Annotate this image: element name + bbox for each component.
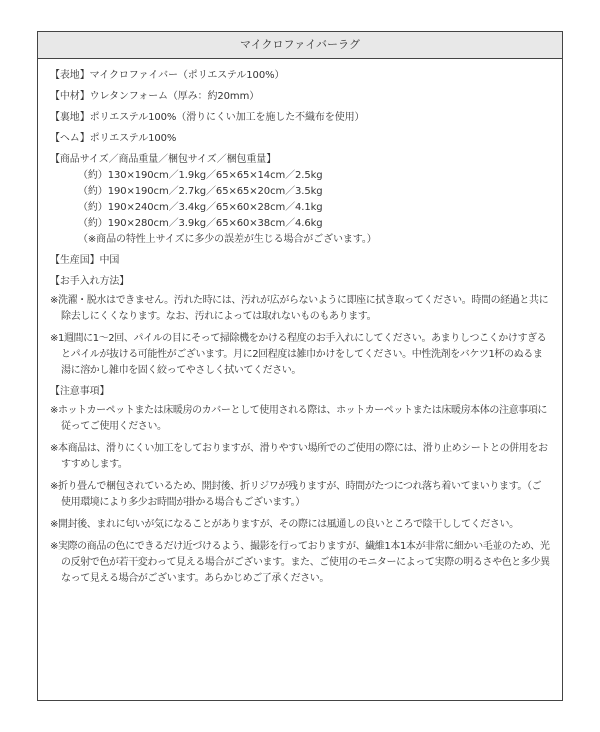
size-row: （約）130×190cm／1.9kg／65×65×14cm／2.5kg xyxy=(78,170,323,181)
size-row: （約）190×240cm／3.4kg／65×60×28cm／4.1kg xyxy=(78,202,323,213)
size-note: （※商品の特性上サイズに多少の誤差が生じる場合がございます。） xyxy=(78,234,377,245)
product-specs xyxy=(38,59,562,587)
spec-backing: 【裏地】ポリエステル100%（滑りにくい加工を施した不織布を使用） xyxy=(50,112,365,123)
spec-hem: 【ヘム】ポリエステル100% xyxy=(50,133,177,144)
size-list xyxy=(50,168,550,248)
caution-note: ※実際の商品の色にできるだけ近づけるよう、撮影を行っておりますが、繊維1本1本が非常に細かい毛並のため、光の反射で色が若干変わって見える場合がございます。また、ご使用のモニターによって実際の明るさや色と多少異なって見える場合がございます。あらかじめご了承ください。 xyxy=(50,541,550,584)
cautions-heading: 【注意事項】 xyxy=(50,386,110,397)
size-row: （約）190×280cm／3.9kg／65×60×38cm／4.6kg xyxy=(78,218,323,229)
product-info-box xyxy=(37,31,563,701)
care-heading: 【お手入れ方法】 xyxy=(50,276,130,287)
caution-notes xyxy=(50,403,550,587)
size-row: （約）190×190cm／2.7kg／65×65×20cm／3.5kg xyxy=(78,186,323,197)
caution-note: ※折り畳んで梱包されているため、開封後、折リジワが残りますが、時間がたつにつれ落ち着いてまいります。（ご使用環境により多少お時間が掛かる場合もございます。） xyxy=(50,481,542,508)
size-heading: 【商品サイズ／商品重量／梱包サイズ／梱包重量】 xyxy=(50,154,277,165)
caution-note: ※本商品は、滑りにくい加工をしておりますが、滑りやすい場所でのご使用の際には、滑り止めシートとの併用をおすすめします。 xyxy=(50,443,548,470)
spec-origin: 【生産国】中国 xyxy=(50,255,120,266)
product-title: マイクロファイバーラグ xyxy=(38,32,562,59)
caution-note: ※開封後、まれに匂いが気になることがありますが、その際には風通しの良いところで陰干ししてください。 xyxy=(50,519,519,530)
care-notes xyxy=(50,293,550,379)
caution-note: ※ホットカーペットまたは床暖房のカバーとして使用される際は、ホットカーペットまたは床暖房本体の注意事項に従ってご使用ください。 xyxy=(50,405,547,432)
care-note: ※1週間に1～2回、パイルの目にそって掃除機をかける程度のお手入れにしてください。あまりしつこくかけすぎるとパイルが抜ける可能性がございます。月に2回程度は雑巾かけをしてください。中性洗剤をバケツ1杯のぬるま湯に溶かし雑巾を固く絞ってやさしく拭いてください。 xyxy=(50,333,547,376)
care-note: ※洗濯・脱水はできません。汚れた時には、汚れが広がらないように即座に拭き取ってください。時間の経過と共に除去しにくくなります。なお、汚れによっては取れないものもあります。 xyxy=(50,295,549,322)
spec-filling: 【中材】ウレタンフォーム（厚み：約20mm） xyxy=(50,91,260,102)
spec-surface: 【表地】マイクロファイバー（ポリエステル100%） xyxy=(50,70,285,81)
